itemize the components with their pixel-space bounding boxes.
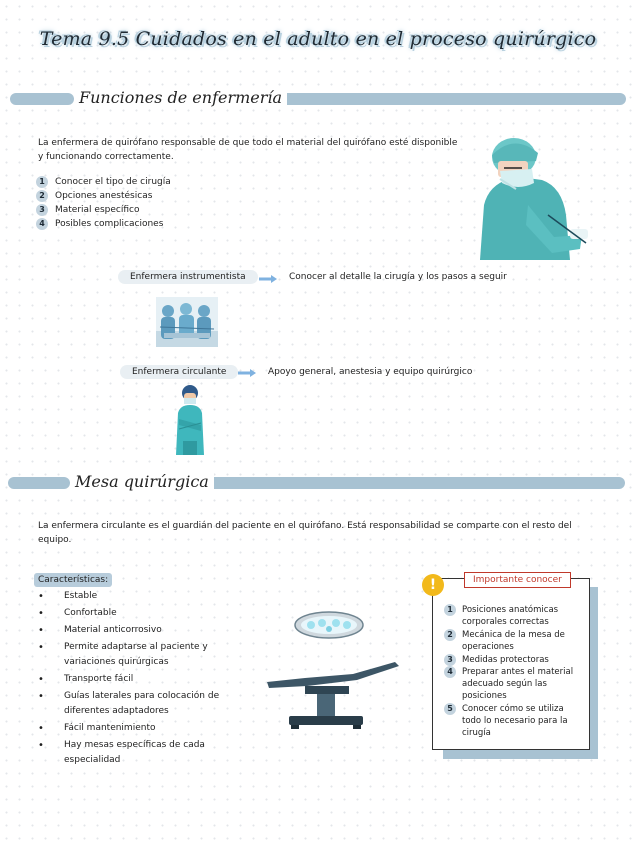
role-desc-circulante: Apoyo general, anestesia y equipo quirúrgico (268, 367, 473, 377)
lightbulb-icon: ! (422, 574, 444, 596)
operating-table-illustration (265, 652, 405, 730)
characteristics-list (36, 589, 236, 770)
number-badge: 4 (444, 666, 456, 678)
list-item (36, 175, 171, 189)
page-title: Tema 9.5 Cuidados en el adulto en el proceso quirúrgico (39, 28, 597, 50)
list-item-text: Opciones anestésicas (55, 191, 153, 201)
number-badge: 5 (444, 703, 456, 715)
list-item: • Transporte fácil (36, 672, 236, 687)
list-item (36, 189, 171, 203)
list-item-text: Conocer el tipo de cirugía (55, 177, 171, 187)
number-badge: 2 (444, 629, 456, 641)
number-badge: 1 (444, 604, 456, 616)
characteristics-label: Características: (34, 573, 112, 587)
section-band-right (250, 93, 626, 105)
funciones-list (36, 175, 171, 231)
section-band-right (203, 477, 625, 489)
list-item: • Guías laterales para colocación de diferentes adaptadores (36, 689, 236, 719)
list-item (444, 703, 576, 739)
list-item-text: Conocer cómo se utiliza todo lo necesario para la cirugía (462, 704, 568, 738)
section-band-left (10, 93, 74, 105)
section-heading-mesa: Mesa quirúrgica (70, 472, 214, 491)
list-item-text: Preparar antes el material adecuado según las posiciones (462, 667, 574, 701)
arrow-right-icon (259, 275, 277, 283)
list-item: • Estable (36, 589, 236, 604)
funciones-intro: La enfermera de quirófano responsable de que todo el material del quirófano esté disponible y funcionando correctamente. (38, 138, 458, 162)
arrow-right-icon (238, 369, 256, 377)
list-item: • Material anticorrosivo (36, 623, 236, 638)
list-item-text: Material específico (55, 205, 140, 215)
list-item: • Permite adaptarse al paciente y variaciones quirúrgicas (36, 640, 236, 670)
number-badge: 3 (444, 654, 456, 666)
list-item-text: Medidas protectoras (462, 655, 549, 665)
list-item-text: Mecánica de la mesa de operaciones (462, 630, 565, 652)
important-list (444, 604, 576, 739)
list-item (444, 629, 576, 653)
list-item: • Fácil mantenimiento (36, 721, 236, 736)
surgical-lamp-illustration (293, 608, 365, 642)
role-pill-circulante: Enfermera circulante (120, 365, 238, 379)
surgical-team-illustration (156, 297, 218, 347)
list-item-text: Posibles complicaciones (55, 219, 164, 229)
section-band-left (8, 477, 70, 489)
list-item: • Confortable (36, 606, 236, 621)
list-item: • Hay mesas específicas de cada especialidad (36, 738, 236, 768)
number-badge: 3 (36, 204, 48, 216)
number-badge: 1 (36, 176, 48, 188)
list-item (444, 604, 576, 628)
mesa-intro: La enfermera circulante es el guardián del paciente en el quirófano. Está responsabilidad se comparte con el resto del equipo. (38, 521, 572, 545)
important-tag: Importante conocer (464, 572, 571, 588)
nurse-illustration (170, 383, 210, 455)
role-desc-instrumentista: Conocer al detalle la cirugía y los pasos a seguir (289, 272, 507, 282)
surgeon-illustration (470, 125, 590, 260)
number-badge: 2 (36, 190, 48, 202)
list-item (444, 666, 576, 702)
list-item (444, 654, 576, 666)
list-item (36, 217, 171, 231)
role-pill-instrumentista: Enfermera instrumentista (118, 270, 258, 284)
list-item-text: Posiciones anatómicas corporales correctas (462, 605, 559, 627)
list-item (36, 203, 171, 217)
number-badge: 4 (36, 218, 48, 230)
section-heading-funciones: Funciones de enfermería (74, 88, 287, 107)
